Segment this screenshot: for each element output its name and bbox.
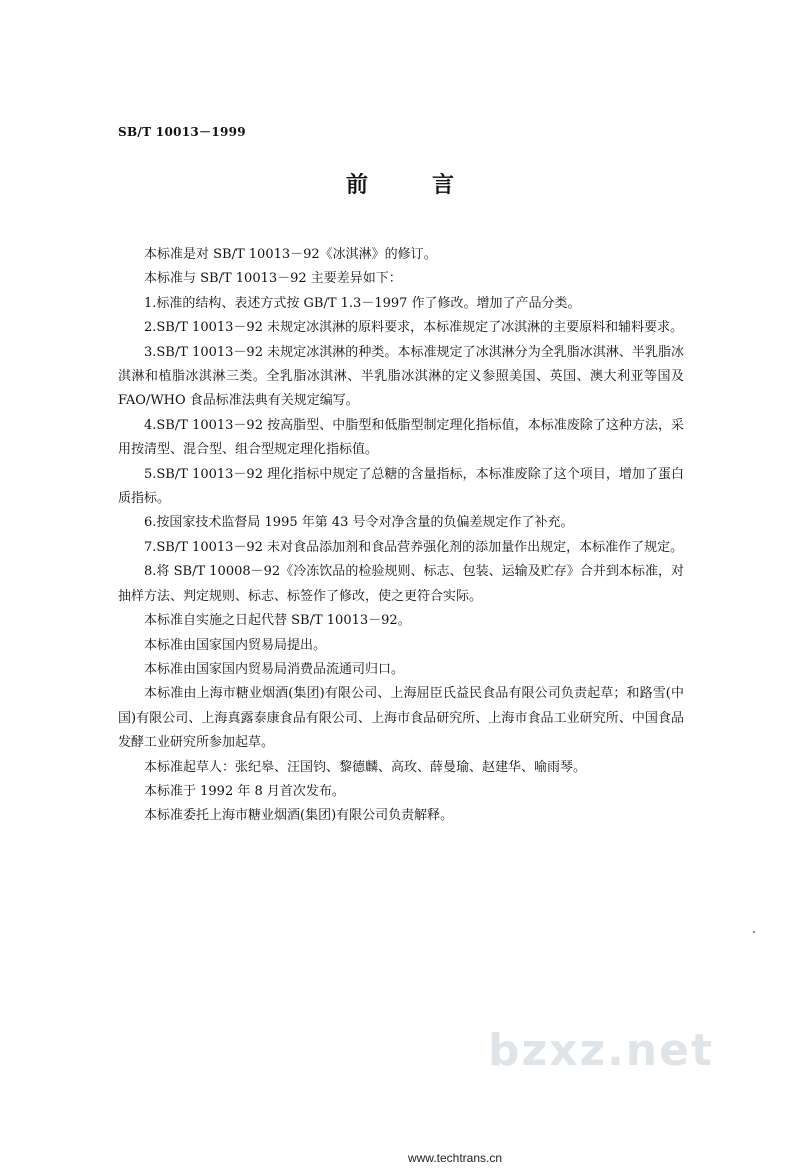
paragraph: 本标准由上海市糖业烟酒(集团)有限公司、上海屈臣氏益民食品有限公司负责起草；和路雪(中国)有限公司、上海真露泰康食品有限公司、上海市食品研究所、上海市食品工业研究所、中国食品发酵工业研究所参加起草。 <box>118 686 684 751</box>
watermark-logo: bzxz.net <box>488 1025 715 1076</box>
paragraph: 本标准于 1992 年 8 月首次发布。 <box>144 783 345 799</box>
paragraph: 本标准由国家国内贸易局提出。 <box>144 637 327 653</box>
paragraph: 6.按国家技术监督局 1995 年第 43 号令对净含量的负偏差规定作了补充。 <box>144 515 574 531</box>
footer-url: www.techtrans.cn <box>407 1151 503 1165</box>
paragraph: 4.SB/T 10013－92 按高脂型、中脂型和低脂型制定理化指标值，本标准废除了这种方法，采用按清型、混合型、组合型规定理化指标值。 <box>118 417 684 458</box>
paragraph: 7.SB/T 10013－92 未对食品添加剂和食品营养强化剂的添加量作出规定，本标准作了规定。 <box>144 539 684 555</box>
standard-code: SB/T 10013－1999 <box>118 125 246 139</box>
paragraph: 8.将 SB/T 10008－92《冷冻饮品的检验规则、标志、包装、运输及贮存》合并到本标准，对抽样方法、判定规则、标志、标签作了修改，使之更符合实际。 <box>118 564 684 604</box>
paragraph: 本标准是对 SB/T 10013－92《冰淇淋》的修订。 <box>144 247 437 262</box>
paragraph: 本标准起草人：张纪皋、汪国钧、黎德麟、高玫、薛曼瑜、赵建华、喻雨琴。 <box>144 759 587 775</box>
paragraph: 本标准与 SB/T 10013－92 主要差异如下： <box>144 271 402 287</box>
scan-speck <box>753 931 755 933</box>
paragraph: 5.SB/T 10013－92 理化指标中规定了总糖的含量指标，本标准废除了这个项目，增加了蛋白质指标。 <box>118 466 684 507</box>
paragraph: 本标准委托上海市糖业烟酒(集团)有限公司负责解释。 <box>144 808 454 824</box>
paragraph: 本标准由国家国内贸易局消费品流通司归口。 <box>144 661 405 677</box>
page-title: 前言 <box>345 172 518 198</box>
paragraph: 1.标准的结构、表述方式按 GB/T 1.3－1997 作了修改。增加了产品分类。 <box>144 295 581 311</box>
foreword-body <box>118 243 684 829</box>
paragraph: 本标准自实施之日起代替 SB/T 10013－92。 <box>144 613 411 629</box>
paragraph: 2.SB/T 10013－92 未规定冰淇淋的原料要求，本标准规定了冰淇淋的主要原料和辅料要求。 <box>144 320 684 336</box>
paragraph: 3.SB/T 10013－92 未规定冰淇淋的种类。本标准规定了冰淇淋分为全乳脂冰淇淋、半乳脂冰淇淋和植脂冰淇淋三类。全乳脂冰淇淋、半乳脂冰淇淋的定义参照美国、英国、澳大利亚等国及 FAO/WHO 食品标准法典有关规定编写。 <box>118 344 684 409</box>
